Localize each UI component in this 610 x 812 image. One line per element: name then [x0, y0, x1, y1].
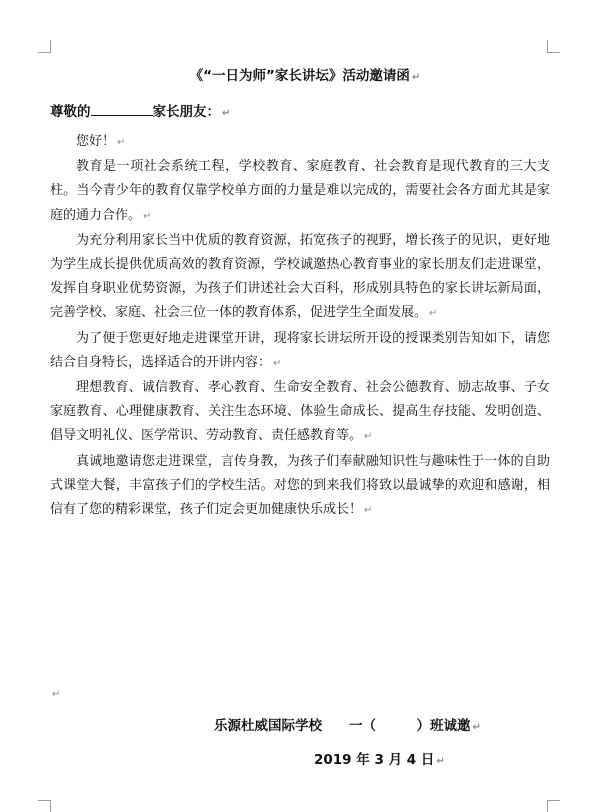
margin-corner-top-right: [547, 40, 560, 53]
paragraph-mark-icon: ↵: [222, 108, 231, 119]
paragraph-salutation: 您好！ ↵: [76, 134, 126, 149]
paragraph-mark-icon: ↵: [52, 689, 61, 700]
paragraph-purpose: 为充分利用家长当中优质的教育资源，拓宽孩子的视野，增长孩子的见识，更好地为学生成长提供优质高效的教育资源，学校诚邀热心教育事业的家长朋友们走进课堂，发挥自身职业优势资源，为孩子们讲述社会大百科，形成别具特色的家长讲坛新局面，完善学校、家庭、社会三位一体的教育体系，促进学生全面发展。 ↵: [50, 232, 550, 321]
paragraph-instructions: 为了便于您更好地走进课堂开讲，现将家长讲坛所开设的授课类别告知如下，请您结合自身特长，选择适合的开讲内容： ↵: [50, 330, 550, 370]
signature-text: 乐源杜威国际学校 一（ ）班诚邀: [214, 718, 471, 734]
greeting-suffix: 家长朋友：: [152, 104, 220, 120]
greeting-prefix: 尊敬的: [50, 104, 91, 120]
paragraph-mark-icon: ↵: [117, 137, 126, 148]
letter-body: [50, 130, 550, 523]
paragraph-invitation: 真诚地邀请您走进课堂，言传身教，为孩子们奉献融知识性与趣味性于一体的自助式课堂大餐，丰富孩子们的学校生活。对您的到来我们将致以最诚挚的欢迎和感谢，相信有了您的精彩课堂，孩子们定会更加健康快乐成长！ ↵: [50, 453, 550, 518]
date-text: 2019 年 3 月 4 日: [314, 752, 435, 768]
paragraph-intro: 教育是一项社会系统工程，学校教育、家庭教育、社会教育是现代教育的三大支柱。当今青少年的教育仅靠学校单方面的力量是难以完成的，需要社会各方面尤其是家庭的通力合作。 ↵: [50, 159, 550, 223]
paragraph-topics: 理想教育、诚信教育、孝心教育、生命安全教育、社会公德教育、励志故事、子女家庭教育、心理健康教育、关注生态环境、体验生命成长、提高生存技能、发明创造、倡导文明礼仪、医学常识、劳动教育、责任感教育等。 ↵: [50, 380, 550, 444]
paragraph-mark-icon: ↵: [364, 505, 373, 517]
paragraph-mark-icon: ↵: [411, 72, 421, 83]
margin-corner-top-left: [38, 40, 51, 53]
name-blank-line: [91, 103, 153, 116]
greeting-line: [50, 100, 230, 120]
date-line: [314, 748, 445, 768]
margin-corner-bottom-left: [38, 800, 51, 812]
paragraph-mark-icon: ↵: [143, 210, 152, 222]
paragraph-mark-icon: ↵: [273, 357, 282, 369]
paragraph-mark-icon: ↵: [429, 308, 438, 320]
signature-line: [214, 714, 481, 734]
title-text: 《“一日为师”家长讲坛》活动邀请函: [189, 68, 410, 84]
empty-paragraph: [50, 682, 60, 701]
paragraph-mark-icon: ↵: [364, 431, 373, 443]
margin-corner-bottom-right: [547, 800, 560, 812]
document-title: [0, 64, 610, 84]
paragraph-mark-icon: ↵: [472, 722, 481, 733]
paragraph-mark-icon: ↵: [436, 756, 445, 767]
